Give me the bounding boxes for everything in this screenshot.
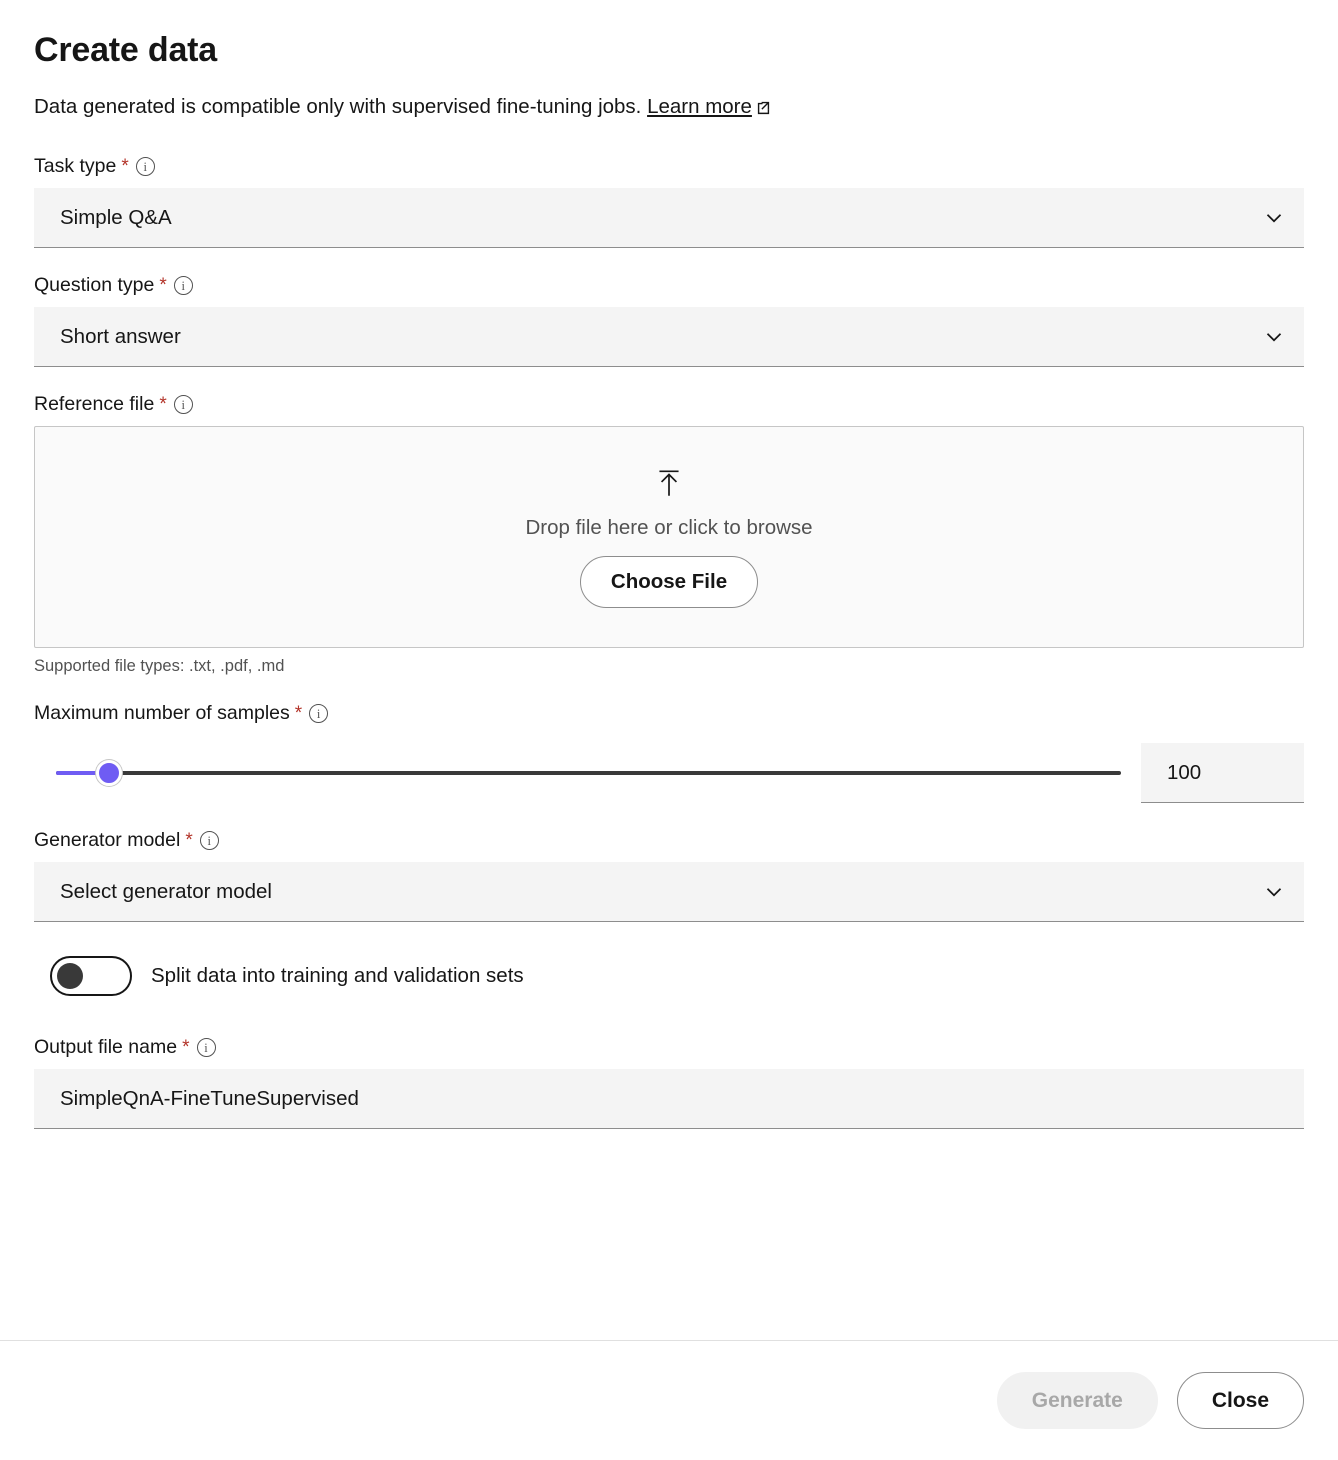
slider-thumb[interactable] bbox=[96, 760, 122, 786]
required-marker: * bbox=[182, 1037, 190, 1059]
file-dropzone[interactable] bbox=[34, 426, 1304, 648]
task-type-label: Task type bbox=[34, 155, 117, 178]
split-data-toggle-row bbox=[50, 956, 1304, 996]
required-marker: * bbox=[294, 703, 303, 725]
close-button[interactable]: Close bbox=[1177, 1372, 1304, 1429]
task-type-select[interactable] bbox=[34, 188, 1304, 248]
choose-file-button[interactable]: Choose File bbox=[580, 556, 758, 608]
generator-model-value: Select generator model bbox=[60, 879, 272, 903]
field-generator-model bbox=[34, 829, 1304, 922]
max-samples-label-row bbox=[34, 702, 1304, 725]
chevron-down-icon[interactable] bbox=[1261, 205, 1287, 231]
task-type-label-row bbox=[34, 155, 1304, 178]
slider-track-wrap[interactable] bbox=[34, 754, 1141, 792]
generator-model-label: Generator model bbox=[34, 829, 181, 852]
max-samples-value: 100 bbox=[1167, 760, 1202, 784]
dropzone-text: Drop file here or click to browse bbox=[525, 516, 813, 540]
output-file-name-label: Output file name bbox=[34, 1036, 178, 1059]
field-question-type bbox=[34, 274, 1304, 367]
info-icon[interactable]: i bbox=[136, 157, 155, 176]
field-max-samples bbox=[34, 702, 1304, 803]
field-task-type bbox=[34, 155, 1304, 248]
output-file-name-label-row bbox=[34, 1036, 1304, 1059]
max-samples-value-input[interactable] bbox=[1141, 743, 1304, 803]
info-icon[interactable]: i bbox=[200, 831, 219, 850]
question-type-select[interactable] bbox=[34, 307, 1304, 367]
field-reference-file bbox=[34, 393, 1304, 676]
dialog-footer bbox=[0, 1340, 1338, 1460]
info-icon[interactable]: i bbox=[174, 276, 193, 295]
question-type-label: Question type bbox=[34, 274, 155, 297]
generator-model-select[interactable] bbox=[34, 862, 1304, 922]
generate-button[interactable]: Generate bbox=[997, 1372, 1158, 1429]
toggle-knob bbox=[57, 963, 83, 989]
max-samples-label: Maximum number of samples bbox=[34, 702, 290, 725]
field-output-file-name bbox=[34, 1036, 1304, 1129]
reference-file-label-row bbox=[34, 393, 1304, 416]
required-marker: * bbox=[159, 275, 167, 297]
output-file-name-input[interactable] bbox=[34, 1069, 1304, 1129]
upload-icon bbox=[652, 466, 686, 500]
chevron-down-icon[interactable] bbox=[1261, 879, 1287, 905]
learn-more-link[interactable]: Learn more bbox=[647, 94, 752, 118]
info-icon[interactable]: i bbox=[309, 704, 328, 723]
external-link-icon[interactable] bbox=[756, 95, 771, 110]
page-title: Create data bbox=[34, 31, 217, 69]
required-marker: * bbox=[185, 830, 193, 852]
chevron-down-icon[interactable] bbox=[1261, 324, 1287, 350]
subtitle-text: Data generated is compatible only with supervised fine-tuning jobs. bbox=[34, 94, 642, 118]
task-type-value: Simple Q&A bbox=[60, 205, 172, 229]
info-icon[interactable]: i bbox=[174, 395, 193, 414]
generator-model-label-row bbox=[34, 829, 1304, 852]
question-type-value: Short answer bbox=[60, 324, 181, 348]
max-samples-slider-row bbox=[34, 743, 1304, 803]
question-type-label-row bbox=[34, 274, 1304, 297]
required-marker: * bbox=[159, 394, 167, 416]
supported-file-types-helper: Supported file types: .txt, .pdf, .md bbox=[34, 657, 285, 676]
info-icon[interactable]: i bbox=[197, 1038, 216, 1057]
dialog-subtitle bbox=[34, 93, 1304, 122]
output-file-name-value: SimpleQnA-FineTuneSupervised bbox=[60, 1086, 359, 1110]
reference-file-label: Reference file bbox=[34, 393, 155, 416]
slider-track[interactable] bbox=[56, 771, 1121, 775]
split-data-label: Split data into training and validation sets bbox=[151, 964, 524, 988]
split-data-toggle[interactable] bbox=[50, 956, 132, 996]
required-marker: * bbox=[121, 156, 129, 178]
